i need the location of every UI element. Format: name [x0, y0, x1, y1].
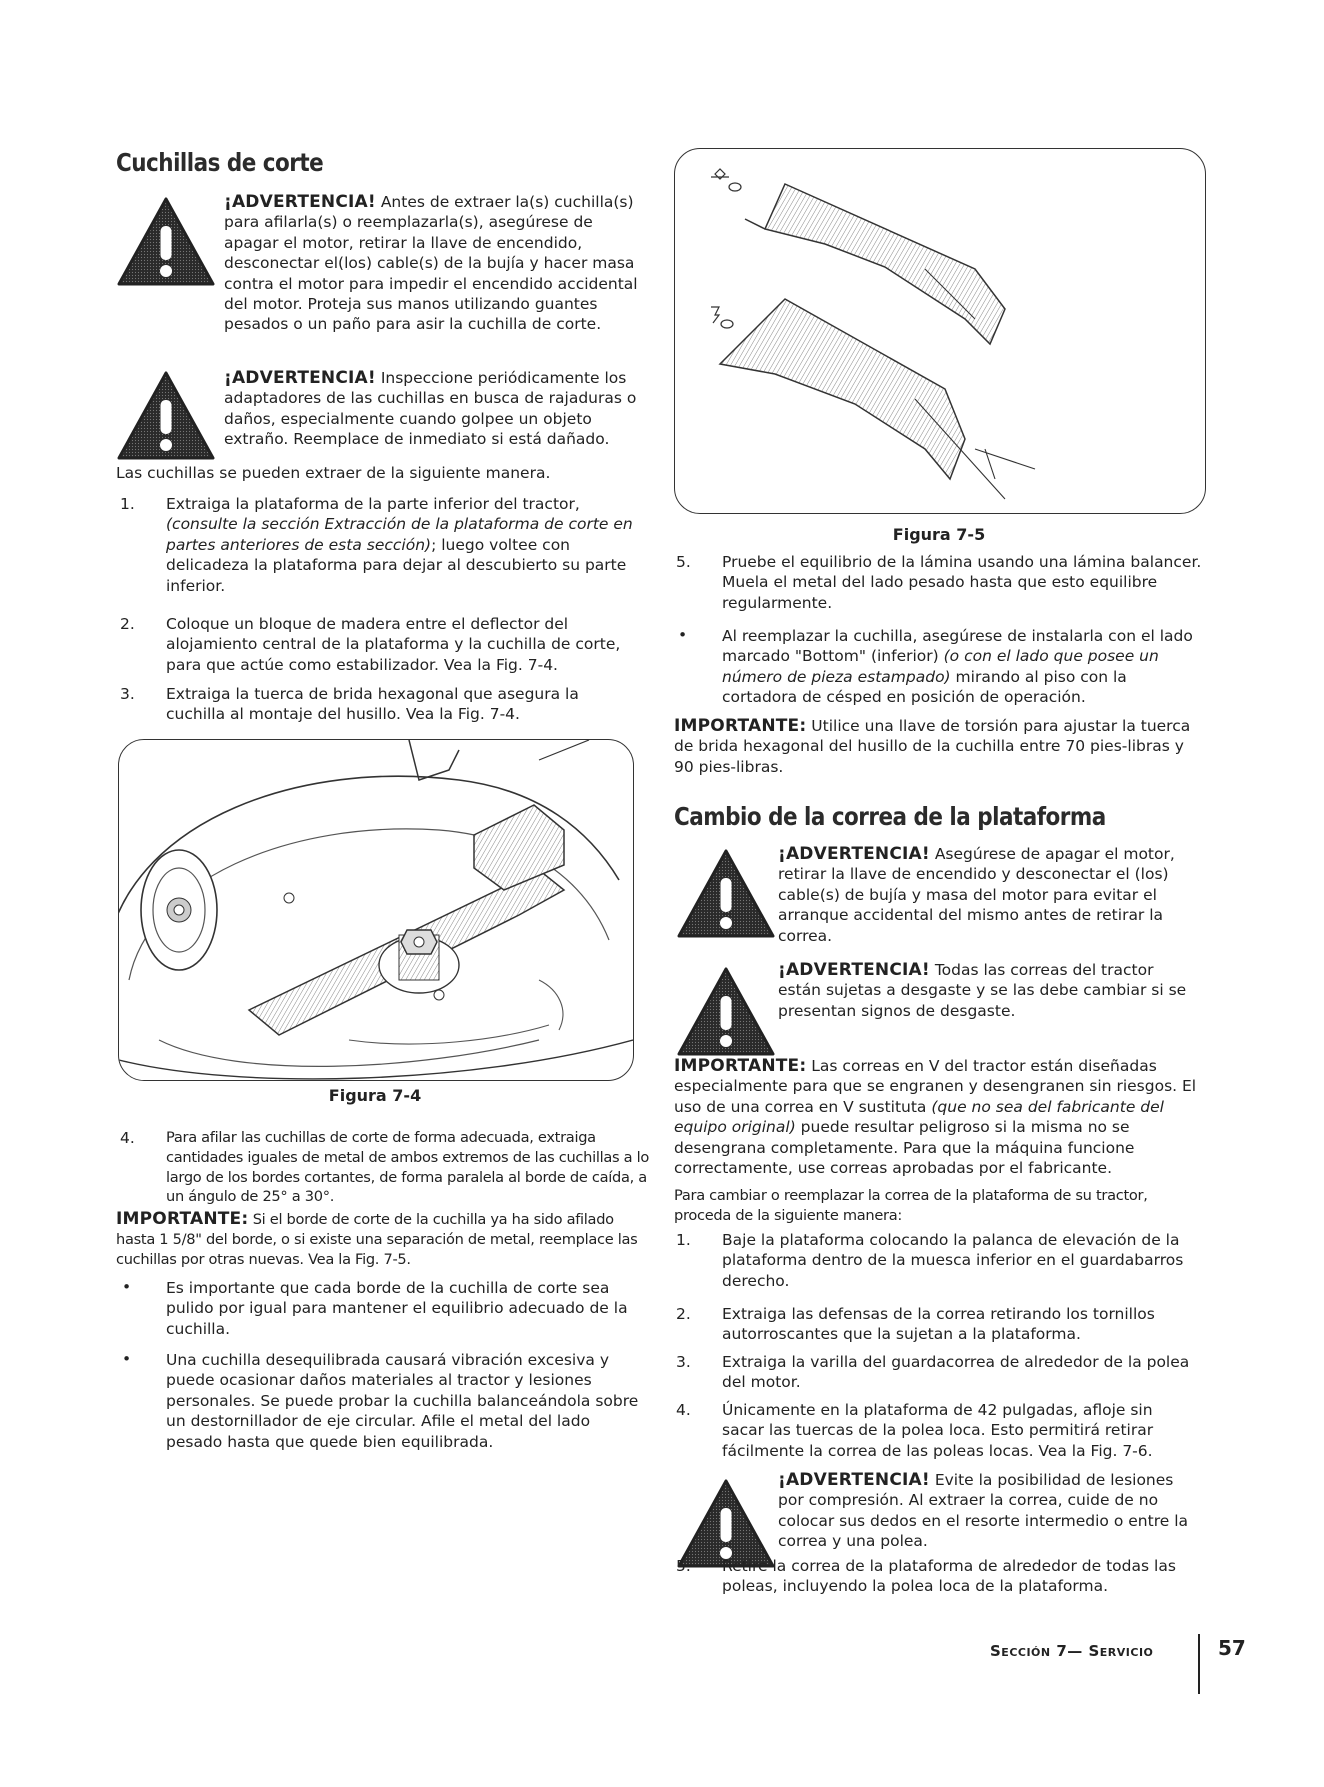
warning-text: Antes de extraer la(s) cuchilla(s) para afilarla(s) o reemplazarla(s), asegúrese de apagar el motor, retirar la llave de encendido, desconectar el(los) cable(s) de la bujía y hacer masa contra el motor para impedir el encendido accidental del motor. Proteja sus manos utilizando guantes pesados o un paño para asir la cuchilla de corte.: [224, 193, 638, 334]
warning-label: ¡ADVERTENCIA!: [778, 960, 930, 980]
bullet-marker: •: [122, 1350, 132, 1368]
important-note: IMPORTANTE: Las correas en V del tractor están diseñadas especialmente para que se engranen y desengranen sin riesgos. El uso de una correa en V sustituta (que no sea del fabricante del equipo original) puede resultar peligroso si la misma no se desengrana completamente. Para que la máquina funcione correctamente, use correas aprobadas por el fabricante.: [674, 1056, 1197, 1178]
step-5: Retire la correa de la plataforma de alrededor de todas las poleas, incluyendo la polea loca de la plataforma.: [722, 1557, 1176, 1596]
step-2: Coloque un bloque de madera entre el deflector del alojamiento central de la plataforma y la cuchilla de corte, para que actúe como estabilizador. Vea la Fig. 7-4.: [166, 615, 621, 674]
blade-illustration: [675, 149, 1205, 513]
step-1: Baje la plataforma colocando la palanca de elevación de la plataforma dentro de la muesca inferior en el guardabarros derecho.: [722, 1231, 1184, 1290]
step-3: Extraiga la varilla del guardacorrea de alrededor de la polea del motor.: [722, 1353, 1190, 1392]
step-number: 2.: [120, 615, 135, 633]
warning-3: ¡ADVERTENCIA! Evite la posibilidad de lesiones por compresión. Al extraer la correa, cuide de no colocar sus dedos en el resorte intermedio o entre la correa y una polea.: [778, 1470, 1188, 1551]
step-number: 1.: [676, 1231, 691, 1249]
warning-2: [224, 368, 648, 450]
figure-caption: Figura 7-5: [892, 525, 986, 544]
bullet-item: Una cuchilla desequilibrada causará vibración excesiva y puede ocasionar daños materiales al tractor y lesiones personales. Se puede probar la cuchilla balanceándola sobre un destornillador de eje circular. Afile el metal del lado pesado hasta que quede bien equilibrada.: [166, 1351, 639, 1451]
warning-icon: [116, 370, 216, 462]
step-number: 5.: [676, 553, 691, 571]
page-number: 57: [1218, 1636, 1246, 1660]
important-note: IMPORTANTE: Si el borde de corte de la cuchilla ya ha sido afilado hasta 1 5/8" del borde, o si existe una separación de metal, reemplace las cuchillas por otras nuevas. Vea la Fig. 7-5.: [116, 1209, 638, 1268]
warning-label: ¡ADVERTENCIA!: [778, 1470, 930, 1490]
important-label: IMPORTANTE:: [116, 1209, 249, 1229]
step-number: 3.: [676, 1353, 691, 1371]
figure-7-5: [674, 148, 1206, 514]
important-label: IMPORTANTE:: [674, 716, 807, 736]
mower-deck-illustration: [119, 740, 633, 1080]
warning-label: ¡ADVERTENCIA!: [778, 844, 930, 864]
figure-caption: Figura 7-4: [328, 1086, 422, 1105]
step-2: Extraiga las defensas de la correa retirando los tornillos autorroscantes que la sujetan a la plataforma.: [722, 1305, 1155, 1344]
section-heading-correa: Cambio de la correa de la plataforma: [674, 802, 1106, 831]
step-number: 4.: [120, 1129, 135, 1147]
warning-icon: [116, 196, 216, 288]
warning-text: Inspeccione periódicamente los adaptadores de las cuchillas en busca de rajaduras o daños, especialmente cuando golpee un objeto extraño. Reemplace de inmediato si está dañado.: [224, 369, 637, 449]
intro-paragraph: Las cuchillas se pueden extraer de la siguiente manera.: [116, 464, 551, 482]
figure-7-4: [118, 739, 634, 1081]
intro-paragraph: Para cambiar o reemplazar la correa de la plataforma de su tractor, proceda de la siguiente manera:: [674, 1187, 1148, 1224]
step-3: Extraiga la tuerca de brida hexagonal que asegura la cuchilla al montaje del husillo. Vea la Fig. 7-4.: [166, 685, 579, 724]
important-note: IMPORTANTE: Utilice una llave de torsión para ajustar la tuerca de brida hexagonal del husillo de la cuchilla entre 70 pies-libras y 90 pies-libras.: [674, 716, 1191, 776]
section-heading-cuchillas: Cuchillas de corte: [116, 148, 324, 177]
footer-section-label: Sección 7— Servicio: [990, 1642, 1154, 1660]
warning-icon: [676, 966, 776, 1058]
warning-2: ¡ADVERTENCIA! Todas las correas del tractor están sujetas a desgaste y se las debe cambiar si se presentan signos de desgaste.: [778, 960, 1187, 1020]
step-number: 5.: [676, 1557, 691, 1575]
step-5: Pruebe el equilibrio de la lámina usando una lámina balancer. Muela el metal del lado pesado hasta que esto equilibre regularmente.: [722, 553, 1202, 612]
step-1: Extraiga la plataforma de la parte inferior del tractor, (consulte la sección Extracción de la plataforma de corte en partes anteriores de esta sección); luego voltee con delicadeza la plataforma para dejar al descubierto su parte inferior.: [166, 495, 633, 595]
bullet-item: Al reemplazar la cuchilla, asegúrese de instalarla con el lado marcado "Bottom" (inferior) (o con el lado que posee un número de pieza estampado) mirando al piso con la cortadora de césped en posición de operación.: [722, 627, 1193, 707]
warning-1: [224, 192, 640, 335]
bullet-marker: •: [678, 626, 688, 644]
step-number: 2.: [676, 1305, 691, 1323]
footer-divider: [1198, 1634, 1200, 1694]
step-4: Para afilar las cuchillas de corte de forma adecuada, extraiga cantidades iguales de metal de ambos extremos de las cuchillas a lo largo de los bordes cortantes, de forma paralela al borde de caída, a un ángulo de 25° a 30°.: [166, 1129, 649, 1206]
warning-label: ¡ADVERTENCIA!: [224, 192, 376, 212]
bullet-item: Es importante que cada borde de la cuchilla de corte sea pulido por igual para mantener el equilibrio adecuado de la cuchilla.: [166, 1279, 628, 1338]
warning-1: ¡ADVERTENCIA! Asegúrese de apagar el motor, retirar la llave de encendido y desconectar el (los) cable(s) de bujía y masa del motor para evitar el arranque accidental del mismo antes de retirar la correa.: [778, 844, 1175, 945]
warning-icon: [676, 848, 776, 940]
bullet-marker: •: [122, 1278, 132, 1296]
warning-label: ¡ADVERTENCIA!: [224, 368, 376, 388]
step-number: 4.: [676, 1401, 691, 1419]
step-number: 1.: [120, 495, 135, 513]
step-number: 3.: [120, 685, 135, 703]
step-4: Únicamente en la plataforma de 42 pulgadas, afloje sin sacar las tuercas de la polea loca. Esto permitirá retirar fácilmente la correa de las poleas locas. Vea la Fig. 7-6.: [722, 1401, 1154, 1460]
important-label: IMPORTANTE:: [674, 1056, 807, 1076]
